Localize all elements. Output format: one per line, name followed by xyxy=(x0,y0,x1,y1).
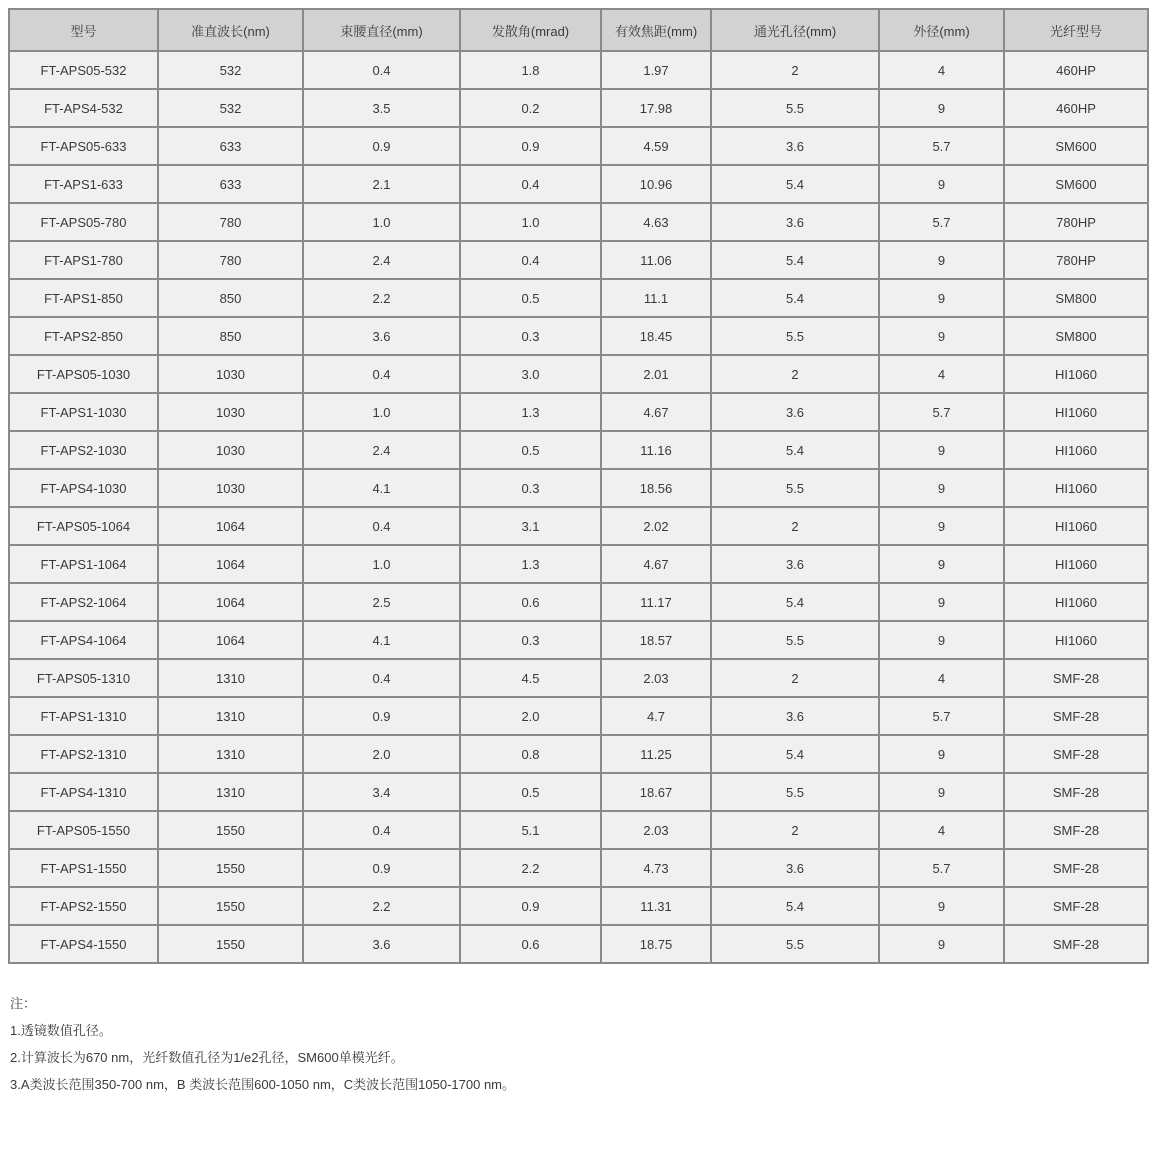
table-cell: 780HP xyxy=(1004,203,1148,241)
table-cell: 5.5 xyxy=(711,621,879,659)
table-cell: 780 xyxy=(158,203,303,241)
table-cell: 4.5 xyxy=(460,659,601,697)
header-cell: 通光孔径(mm) xyxy=(711,9,879,51)
table-cell: 2.2 xyxy=(303,279,460,317)
table-cell: 18.45 xyxy=(601,317,711,355)
table-cell: SMF-28 xyxy=(1004,887,1148,925)
table-row xyxy=(9,735,1148,773)
table-row xyxy=(9,317,1148,355)
table-cell: 5.4 xyxy=(711,887,879,925)
table-cell: 5.5 xyxy=(711,773,879,811)
header-cell: 准直波长(nm) xyxy=(158,9,303,51)
table-cell: FT-APS05-1030 xyxy=(9,355,158,393)
table-cell: 11.25 xyxy=(601,735,711,773)
table-cell: SMF-28 xyxy=(1004,849,1148,887)
note-line: 1.透镜数值孔径。 xyxy=(10,1023,112,1038)
table-cell: 2.4 xyxy=(303,241,460,279)
table-cell: SMF-28 xyxy=(1004,659,1148,697)
table-cell: 11.1 xyxy=(601,279,711,317)
table-cell: 1030 xyxy=(158,393,303,431)
table-cell: 11.06 xyxy=(601,241,711,279)
table-cell: 9 xyxy=(879,241,1004,279)
table-cell: 9 xyxy=(879,583,1004,621)
table-cell: 9 xyxy=(879,545,1004,583)
table-cell: 5.7 xyxy=(879,393,1004,431)
table-cell: 4.67 xyxy=(601,545,711,583)
table-cell: SM800 xyxy=(1004,279,1148,317)
table-cell: 2 xyxy=(711,811,879,849)
table-cell: 4.59 xyxy=(601,127,711,165)
table-cell: 9 xyxy=(879,469,1004,507)
table-cell: 9 xyxy=(879,317,1004,355)
table-cell: 1064 xyxy=(158,621,303,659)
header-cell: 光纤型号 xyxy=(1004,9,1148,51)
table-cell: 633 xyxy=(158,127,303,165)
table-cell: SMF-28 xyxy=(1004,925,1148,963)
table-cell: 0.3 xyxy=(460,469,601,507)
table-cell: FT-APS2-850 xyxy=(9,317,158,355)
table-cell: FT-APS4-1310 xyxy=(9,773,158,811)
table-cell: FT-APS4-1030 xyxy=(9,469,158,507)
table-row xyxy=(9,89,1148,127)
table-cell: 18.56 xyxy=(601,469,711,507)
table-cell: 3.6 xyxy=(303,317,460,355)
table-cell: 3.6 xyxy=(711,849,879,887)
header-cell: 型号 xyxy=(9,9,158,51)
table-cell: FT-APS1-780 xyxy=(9,241,158,279)
table-cell: 0.4 xyxy=(460,165,601,203)
table-cell: 0.9 xyxy=(460,127,601,165)
table-cell: 2.0 xyxy=(303,735,460,773)
table-cell: 850 xyxy=(158,279,303,317)
table-row xyxy=(9,469,1148,507)
table-cell: 0.5 xyxy=(460,279,601,317)
table-cell: 0.5 xyxy=(460,773,601,811)
table-cell: 780HP xyxy=(1004,241,1148,279)
table-cell: 4 xyxy=(879,355,1004,393)
table-cell: 1310 xyxy=(158,773,303,811)
table-cell: 4.7 xyxy=(601,697,711,735)
fiber-collimator-spec-table xyxy=(8,8,1149,964)
table-cell: FT-APS2-1030 xyxy=(9,431,158,469)
table-cell: 0.9 xyxy=(303,849,460,887)
table-cell: SM600 xyxy=(1004,165,1148,203)
header-cell: 外径(mm) xyxy=(879,9,1004,51)
table-row xyxy=(9,545,1148,583)
table-cell: FT-APS05-532 xyxy=(9,51,158,89)
table-cell: 633 xyxy=(158,165,303,203)
table-cell: FT-APS05-1550 xyxy=(9,811,158,849)
table-cell: FT-APS1-1310 xyxy=(9,697,158,735)
table-cell: 2.02 xyxy=(601,507,711,545)
table-cell: 1310 xyxy=(158,735,303,773)
table-cell: FT-APS1-1550 xyxy=(9,849,158,887)
table-row xyxy=(9,279,1148,317)
table-cell: 18.75 xyxy=(601,925,711,963)
table-cell: 5.5 xyxy=(711,317,879,355)
table-cell: 5.7 xyxy=(879,697,1004,735)
table-cell: 2 xyxy=(711,355,879,393)
table-cell: 780 xyxy=(158,241,303,279)
table-cell: 3.6 xyxy=(711,545,879,583)
table-cell: FT-APS2-1064 xyxy=(9,583,158,621)
table-cell: HI1060 xyxy=(1004,545,1148,583)
table-cell: 0.3 xyxy=(460,317,601,355)
table-cell: 1310 xyxy=(158,697,303,735)
table-cell: 532 xyxy=(158,51,303,89)
table-cell: 4.1 xyxy=(303,621,460,659)
table-cell: FT-APS05-780 xyxy=(9,203,158,241)
table-row xyxy=(9,203,1148,241)
table-cell: 5.1 xyxy=(460,811,601,849)
table-cell: HI1060 xyxy=(1004,507,1148,545)
table-cell: 5.7 xyxy=(879,203,1004,241)
table-cell: 0.4 xyxy=(303,811,460,849)
table-cell: 1.3 xyxy=(460,393,601,431)
table-cell: 9 xyxy=(879,735,1004,773)
table-cell: 3.6 xyxy=(711,127,879,165)
table-cell: 2.5 xyxy=(303,583,460,621)
table-cell: 4.63 xyxy=(601,203,711,241)
table-cell: 0.9 xyxy=(303,127,460,165)
table-cell: 1.0 xyxy=(460,203,601,241)
table-cell: 4.1 xyxy=(303,469,460,507)
table-cell: 1.0 xyxy=(303,393,460,431)
table-cell: 3.5 xyxy=(303,89,460,127)
table-header xyxy=(9,9,1148,51)
table-cell: 4 xyxy=(879,659,1004,697)
table-cell: 2.4 xyxy=(303,431,460,469)
table-row xyxy=(9,925,1148,963)
table-cell: 1550 xyxy=(158,849,303,887)
table-cell: 460HP xyxy=(1004,89,1148,127)
table-row xyxy=(9,127,1148,165)
table-cell: 1550 xyxy=(158,887,303,925)
table-row xyxy=(9,51,1148,89)
table-cell: FT-APS4-1064 xyxy=(9,621,158,659)
table-cell: 5.4 xyxy=(711,279,879,317)
table-row xyxy=(9,811,1148,849)
table-body xyxy=(9,51,1148,963)
table-cell: 18.67 xyxy=(601,773,711,811)
table-cell: 2.1 xyxy=(303,165,460,203)
table-cell: 5.5 xyxy=(711,469,879,507)
table-cell: 1550 xyxy=(158,811,303,849)
table-row xyxy=(9,583,1148,621)
table-cell: 2.2 xyxy=(303,887,460,925)
table-cell: 5.4 xyxy=(711,735,879,773)
table-cell: 1030 xyxy=(158,469,303,507)
table-cell: 11.31 xyxy=(601,887,711,925)
note-line: 3.A类波长范围350-700 nm，B 类波长范围600-1050 nm，C类波长范围1050-1700 nm。 xyxy=(10,1077,516,1092)
notes-section xyxy=(10,990,1150,1098)
table-cell: 11.16 xyxy=(601,431,711,469)
table-cell: 0.6 xyxy=(460,583,601,621)
table-cell: 0.4 xyxy=(460,241,601,279)
table-cell: 18.57 xyxy=(601,621,711,659)
table-cell: 0.5 xyxy=(460,431,601,469)
table-cell: 0.4 xyxy=(303,507,460,545)
table-cell: SM600 xyxy=(1004,127,1148,165)
table-row xyxy=(9,849,1148,887)
table-cell: 1064 xyxy=(158,545,303,583)
table-cell: 9 xyxy=(879,773,1004,811)
table-cell: HI1060 xyxy=(1004,621,1148,659)
table-cell: 9 xyxy=(879,165,1004,203)
table-cell: 4 xyxy=(879,51,1004,89)
table-cell: FT-APS4-532 xyxy=(9,89,158,127)
table-cell: 5.4 xyxy=(711,431,879,469)
table-cell: FT-APS05-1064 xyxy=(9,507,158,545)
table-cell: 1064 xyxy=(158,507,303,545)
table-cell: 11.17 xyxy=(601,583,711,621)
table-cell: 1.3 xyxy=(460,545,601,583)
table-cell: 1030 xyxy=(158,355,303,393)
table-row xyxy=(9,887,1148,925)
table-cell: HI1060 xyxy=(1004,431,1148,469)
table-cell: 1.0 xyxy=(303,203,460,241)
table-cell: 3.4 xyxy=(303,773,460,811)
table-cell: FT-APS1-850 xyxy=(9,279,158,317)
header-cell: 有效焦距(mm) xyxy=(601,9,711,51)
table-cell: 2.0 xyxy=(460,697,601,735)
table-cell: 1.8 xyxy=(460,51,601,89)
table-cell: FT-APS05-633 xyxy=(9,127,158,165)
notes-list xyxy=(10,1017,1150,1098)
table-cell: 2.2 xyxy=(460,849,601,887)
table-cell: FT-APS05-1310 xyxy=(9,659,158,697)
table-cell: HI1060 xyxy=(1004,583,1148,621)
table-cell: 4 xyxy=(879,811,1004,849)
table-cell: 5.4 xyxy=(711,165,879,203)
table-cell: 0.4 xyxy=(303,659,460,697)
table-row xyxy=(9,697,1148,735)
table-cell: 5.5 xyxy=(711,89,879,127)
table-row xyxy=(9,773,1148,811)
table-row xyxy=(9,621,1148,659)
table-header-row xyxy=(9,9,1148,51)
table-cell: SMF-28 xyxy=(1004,697,1148,735)
table-cell: 5.5 xyxy=(711,925,879,963)
table-cell: 10.96 xyxy=(601,165,711,203)
table-cell: 9 xyxy=(879,925,1004,963)
table-cell: 3.6 xyxy=(303,925,460,963)
table-cell: 1550 xyxy=(158,925,303,963)
table-cell: 17.98 xyxy=(601,89,711,127)
table-cell: 2 xyxy=(711,51,879,89)
table-cell: FT-APS2-1310 xyxy=(9,735,158,773)
table-cell: 0.4 xyxy=(303,355,460,393)
table-row xyxy=(9,165,1148,203)
table-cell: HI1060 xyxy=(1004,393,1148,431)
table-cell: 5.4 xyxy=(711,583,879,621)
table-cell: 5.4 xyxy=(711,241,879,279)
table-cell: 0.2 xyxy=(460,89,601,127)
table-cell: FT-APS2-1550 xyxy=(9,887,158,925)
table-cell: 1.0 xyxy=(303,545,460,583)
table-cell: 3.6 xyxy=(711,697,879,735)
table-cell: HI1060 xyxy=(1004,469,1148,507)
table-row xyxy=(9,659,1148,697)
table-cell: 0.9 xyxy=(460,887,601,925)
table-cell: 1.97 xyxy=(601,51,711,89)
table-cell: 3.6 xyxy=(711,393,879,431)
table-row xyxy=(9,355,1148,393)
table-cell: HI1060 xyxy=(1004,355,1148,393)
table-cell: 532 xyxy=(158,89,303,127)
header-cell: 发散角(mrad) xyxy=(460,9,601,51)
table-cell: SMF-28 xyxy=(1004,735,1148,773)
notes-title: 注： xyxy=(10,996,37,1011)
table-cell: 9 xyxy=(879,507,1004,545)
table-cell: 0.4 xyxy=(303,51,460,89)
table-cell: 460HP xyxy=(1004,51,1148,89)
table-cell: 9 xyxy=(879,887,1004,925)
table-cell: SM800 xyxy=(1004,317,1148,355)
table-cell: 2 xyxy=(711,507,879,545)
table-cell: 0.8 xyxy=(460,735,601,773)
table-cell: 5.7 xyxy=(879,849,1004,887)
table-cell: SMF-28 xyxy=(1004,811,1148,849)
table-cell: 9 xyxy=(879,279,1004,317)
table-cell: 0.6 xyxy=(460,925,601,963)
table-cell: 2.01 xyxy=(601,355,711,393)
table-cell: 1310 xyxy=(158,659,303,697)
table-cell: 0.9 xyxy=(303,697,460,735)
table-cell: 5.7 xyxy=(879,127,1004,165)
table-cell: 1064 xyxy=(158,583,303,621)
table-cell: 4.67 xyxy=(601,393,711,431)
table-cell: 1030 xyxy=(158,431,303,469)
table-cell: 2.03 xyxy=(601,811,711,849)
table-cell: 3.1 xyxy=(460,507,601,545)
table-cell: 2.03 xyxy=(601,659,711,697)
table-cell: 9 xyxy=(879,621,1004,659)
table-cell: 0.3 xyxy=(460,621,601,659)
table-cell: SMF-28 xyxy=(1004,773,1148,811)
table-cell: 9 xyxy=(879,89,1004,127)
table-row xyxy=(9,431,1148,469)
header-cell: 束腰直径(mm) xyxy=(303,9,460,51)
note-line: 2.计算波长为670 nm，光纤数值孔径为1/e2孔径，SM600单模光纤。 xyxy=(10,1050,404,1065)
table-cell: 9 xyxy=(879,431,1004,469)
table-cell: 2 xyxy=(711,659,879,697)
table-row xyxy=(9,393,1148,431)
table-row xyxy=(9,507,1148,545)
table-cell: 850 xyxy=(158,317,303,355)
table-cell: FT-APS4-1550 xyxy=(9,925,158,963)
table-row xyxy=(9,241,1148,279)
table-cell: 3.6 xyxy=(711,203,879,241)
table-cell: FT-APS1-1030 xyxy=(9,393,158,431)
table-cell: 3.0 xyxy=(460,355,601,393)
table-cell: 4.73 xyxy=(601,849,711,887)
table-cell: FT-APS1-633 xyxy=(9,165,158,203)
table-cell: FT-APS1-1064 xyxy=(9,545,158,583)
